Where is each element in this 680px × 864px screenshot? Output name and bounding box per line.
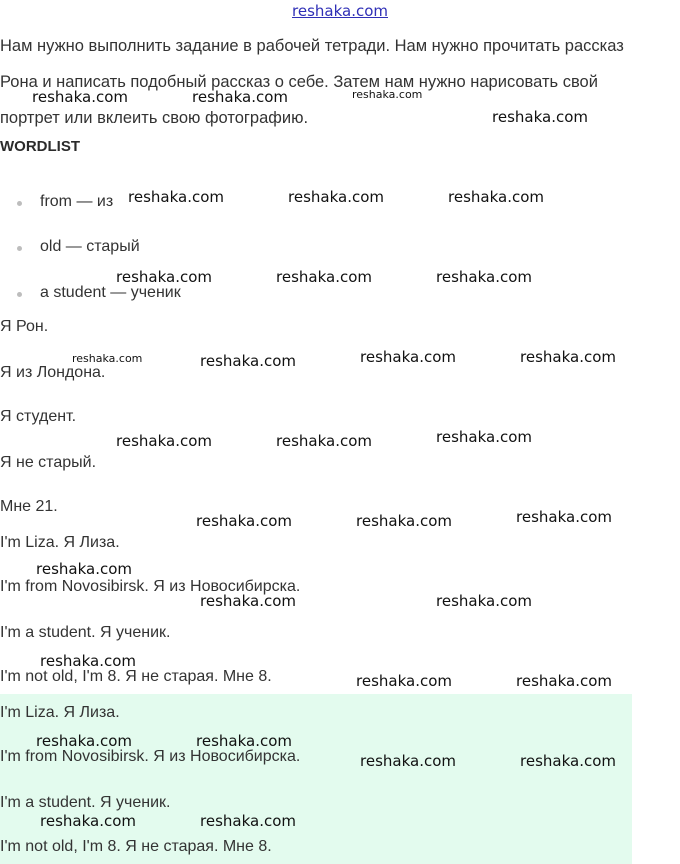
wordlist-item-text: a student — ученик <box>40 284 181 301</box>
bullet-icon <box>17 201 22 206</box>
watermark: reshaka.com <box>40 812 136 830</box>
watermark: reshaka.com <box>360 348 456 366</box>
ron-story-line: Я студент. <box>0 408 77 425</box>
watermark: reshaka.com <box>40 652 136 670</box>
watermark: reshaka.com <box>516 672 612 690</box>
watermark: reshaka.com <box>520 348 616 366</box>
wordlist-item-text: old — старый <box>40 238 140 255</box>
wordlist-item-text: from — из <box>40 193 114 210</box>
watermark: reshaka.com <box>520 752 616 770</box>
site-link[interactable]: reshaka.com <box>292 2 388 20</box>
wordlist-title: WORDLIST <box>0 138 80 155</box>
watermark: reshaka.com <box>516 508 612 526</box>
watermark: reshaka.com <box>492 108 588 126</box>
ron-story-line: Я Рон. <box>0 318 49 335</box>
ron-story-line: Я из Лондона. <box>0 364 106 381</box>
bullet-icon <box>17 246 22 251</box>
watermark: reshaka.com <box>128 188 224 206</box>
watermark: reshaka.com <box>200 812 296 830</box>
watermark: reshaka.com <box>32 88 128 106</box>
watermark: reshaka.com <box>356 512 452 530</box>
answer-line: I'm Liza. Я Лиза. <box>0 704 120 721</box>
my-story-line: I'm from Novosibirsk. Я из Новосибирска. <box>0 578 301 595</box>
watermark: reshaka.com <box>116 432 212 450</box>
watermark: reshaka.com <box>200 352 296 370</box>
watermark: reshaka.com <box>276 432 372 450</box>
watermark: reshaka.com <box>72 352 143 365</box>
answer-line: I'm from Novosibirsk. Я из Новосибирска. <box>0 748 301 765</box>
watermark: reshaka.com <box>36 732 132 750</box>
watermark: reshaka.com <box>196 732 292 750</box>
watermark: reshaka.com <box>356 672 452 690</box>
my-story-line: I'm Liza. Я Лиза. <box>0 534 120 551</box>
watermark: reshaka.com <box>36 560 132 578</box>
watermark: reshaka.com <box>436 428 532 446</box>
watermark: reshaka.com <box>196 512 292 530</box>
watermark: reshaka.com <box>352 88 423 101</box>
answer-line: I'm a student. Я ученик. <box>0 794 171 811</box>
my-story-line: I'm not old, I'm 8. Я не старая. Мне 8. <box>0 668 272 685</box>
watermark: reshaka.com <box>116 268 212 286</box>
watermark: reshaka.com <box>436 268 532 286</box>
answer-line: I'm not old, I'm 8. Я не старая. Мне 8. <box>0 838 272 855</box>
ron-story-line: Мне 21. <box>0 498 58 515</box>
ron-story-line: Я не старый. <box>0 454 97 471</box>
watermark: reshaka.com <box>436 592 532 610</box>
watermark: reshaka.com <box>192 88 288 106</box>
watermark: reshaka.com <box>448 188 544 206</box>
watermark: reshaka.com <box>288 188 384 206</box>
watermark: reshaka.com <box>200 592 296 610</box>
my-story-line: I'm a student. Я ученик. <box>0 624 171 641</box>
watermark: reshaka.com <box>360 752 456 770</box>
bullet-icon <box>17 292 22 297</box>
watermark: reshaka.com <box>276 268 372 286</box>
task-description: Нам нужно выполнить задание в рабочей тетради. Нам нужно прочитать рассказ Рона и написать подобный рассказ о себе. Затем нам нужно нарисовать свой портрет или вклеить свою фотографию. <box>0 37 624 127</box>
